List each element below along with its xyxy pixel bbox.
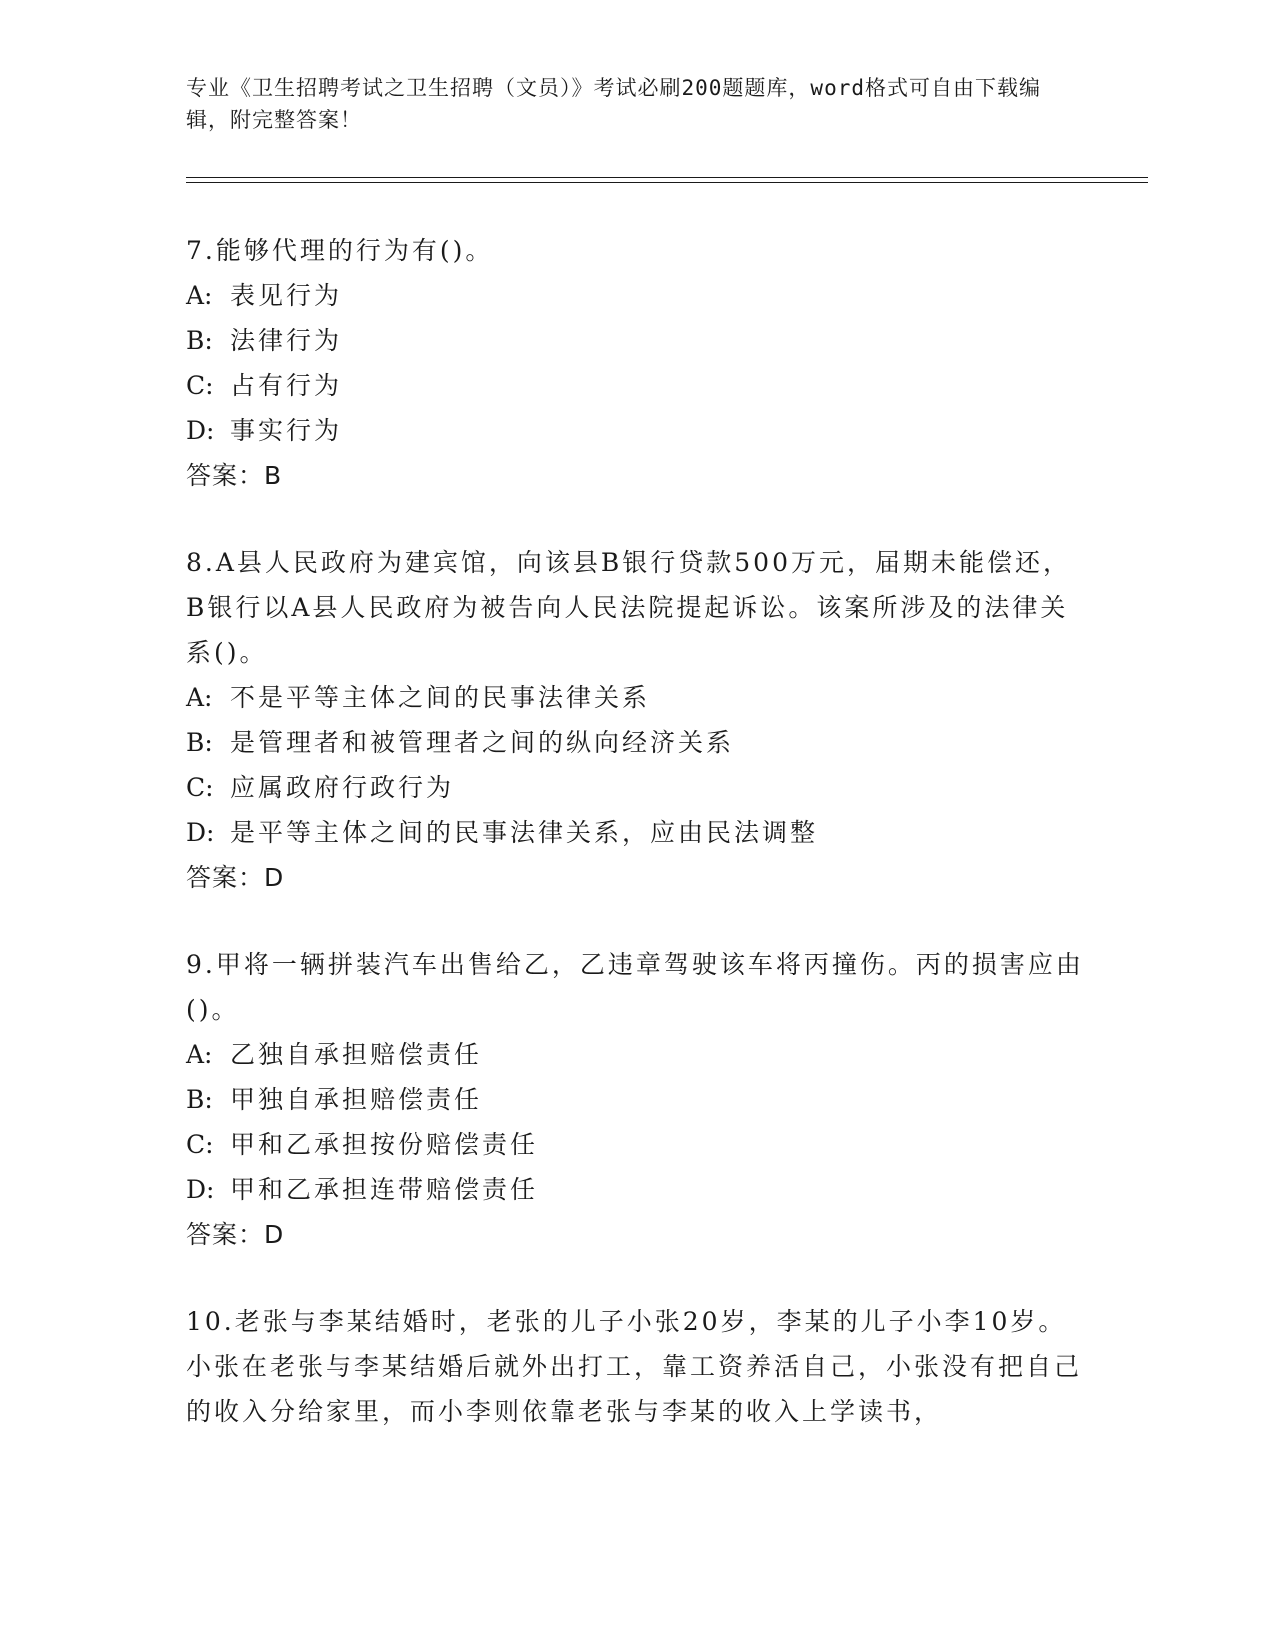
option-label: A: [186, 1040, 213, 1069]
question-item [186, 1299, 1086, 1434]
question-item [186, 540, 1086, 900]
option-text: 事实行为 [230, 416, 343, 445]
option-item [186, 318, 1086, 363]
option-label: C: [186, 1130, 214, 1159]
answer-value: B [264, 461, 283, 490]
option-label: C: [186, 371, 214, 400]
answer-line [186, 1212, 1086, 1257]
option-text: 是管理者和被管理者之间的纵向经济关系 [230, 728, 735, 757]
question-stem: 8.A县人民政府为建宾馆，向该县B银行贷款500万元，届期未能偿还，B银行以A县人民政府为被告向人民法院提起诉讼。该案所涉及的法律关系()。 [186, 548, 1071, 667]
option-text: 是平等主体之间的民事法律关系，应由民法调整 [230, 818, 819, 847]
option-item [186, 408, 1086, 453]
option-item [186, 273, 1086, 318]
option-item [186, 765, 1086, 810]
option-text: 表见行为 [230, 281, 343, 310]
question-stem: 10.老张与李某结婚时，老张的儿子小张20岁，李某的儿子小李10岁。小张在老张与李某结婚后就外出打工，靠工资养活自己，小张没有把自己的收入分给家里，而小李则依靠老张与李某的收入上学读书， [186, 1307, 1083, 1426]
option-label: D: [186, 818, 215, 847]
option-text: 占有行为 [230, 371, 343, 400]
option-label: C: [186, 773, 214, 802]
answer-value: D [264, 863, 285, 892]
option-item [186, 1167, 1086, 1212]
option-item [186, 675, 1086, 720]
answer-prefix: 答案： [186, 1220, 265, 1249]
option-label: D: [186, 416, 215, 445]
header-rule-top [186, 177, 1148, 178]
option-text: 甲和乙承担按份赔偿责任 [230, 1130, 539, 1159]
option-label: A: [186, 281, 213, 310]
option-text: 甲和乙承担连带赔偿责任 [230, 1175, 539, 1204]
option-label: B: [186, 728, 213, 757]
question-stem: 9.甲将一辆拼装汽车出售给乙，乙违章驾驶该车将丙撞伤。丙的损害应由()。 [186, 950, 1084, 1024]
answer-line [186, 453, 1086, 498]
question-item [186, 942, 1086, 1257]
option-item [186, 810, 1086, 855]
option-label: B: [186, 326, 213, 355]
question-item [186, 228, 1086, 498]
option-label: A: [186, 683, 213, 712]
option-text: 甲独自承担赔偿责任 [230, 1085, 483, 1114]
answer-line [186, 855, 1086, 900]
option-text: 不是平等主体之间的民事法律关系 [230, 683, 651, 712]
option-label: D: [186, 1175, 215, 1204]
header-rule-bottom [186, 182, 1148, 183]
question-list [186, 228, 1086, 1476]
answer-value: D [264, 1220, 285, 1249]
question-stem: 7.能够代理的行为有()。 [186, 236, 494, 265]
option-item [186, 1032, 1086, 1077]
option-item [186, 1122, 1086, 1167]
option-text: 乙独自承担赔偿责任 [230, 1040, 483, 1069]
option-text: 应属政府行政行为 [230, 773, 455, 802]
option-text: 法律行为 [230, 326, 343, 355]
answer-prefix: 答案： [186, 461, 265, 490]
option-label: B: [186, 1085, 213, 1114]
answer-prefix: 答案： [186, 863, 265, 892]
option-item [186, 363, 1086, 408]
option-item [186, 720, 1086, 765]
option-item [186, 1077, 1086, 1122]
document-header: 专业《卫生招聘考试之卫生招聘（文员）》考试必刷200题题库，word格式可自由下载编辑，附完整答案！ [186, 76, 1041, 132]
